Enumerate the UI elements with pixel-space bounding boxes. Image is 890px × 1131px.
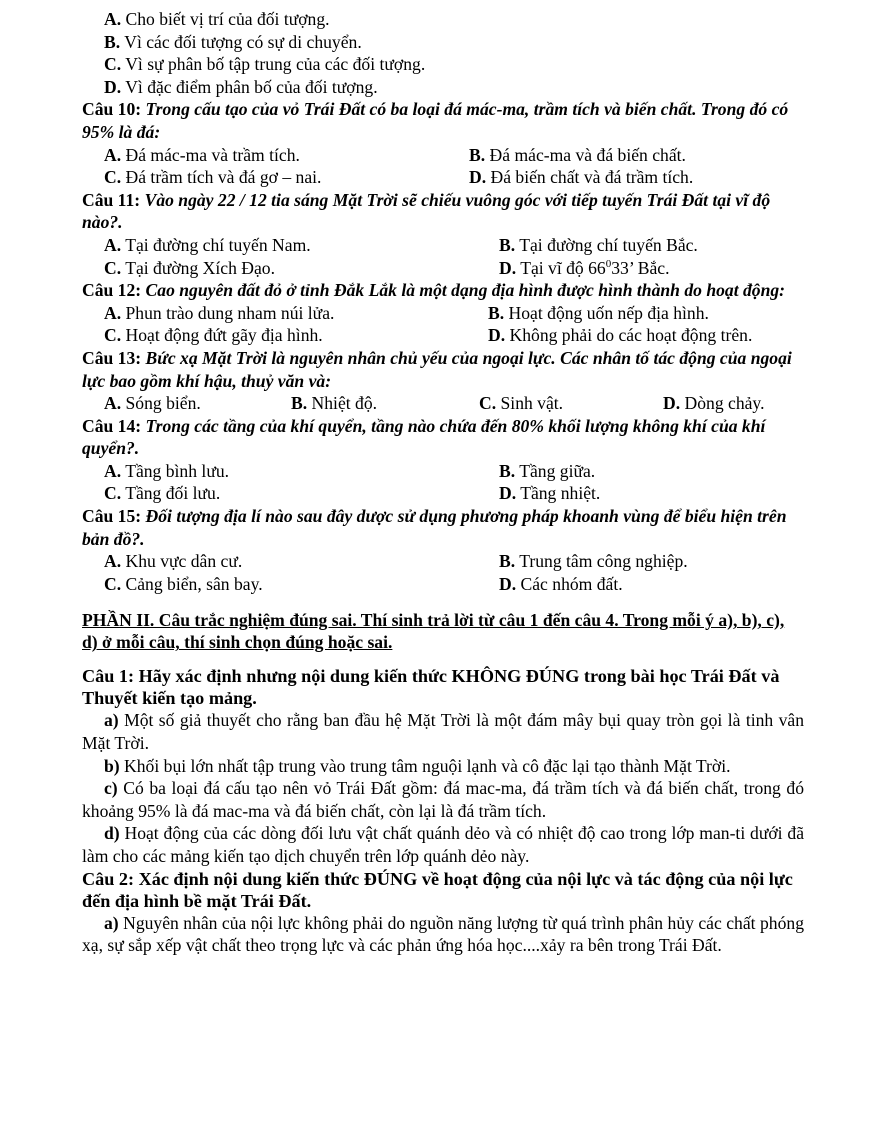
question-14: Câu 14: Trong các tầng của khí quyển, tầng nào chứa đến 80% khối lượng không khí của khí quyển?. bbox=[82, 415, 766, 459]
q10-option-b: B. Đá mác-ma và đá biến chất. bbox=[469, 144, 686, 165]
q11-options-row-1 bbox=[82, 234, 804, 257]
q14-option-a: A. Tầng bình lưu. bbox=[104, 460, 230, 481]
q12-option-c: C. Hoạt động đứt gãy địa hình. bbox=[104, 325, 323, 346]
tf1-item-d: d) Hoạt động của các dòng đối lưu vật chất quánh dẻo và có nhiệt độ cao trong lớp man-ti dưới đã làm cho các mảng kiến tạo dịch chuyển trên lớp quánh dẻo này. bbox=[82, 823, 804, 866]
q9-option-b: B. Vì các đối tượng có sự di chuyển. bbox=[104, 31, 362, 52]
q12-option-a: A. Phun trào dung nham núi lửa. bbox=[104, 302, 335, 323]
question-11: Câu 11: Vào ngày 22 / 12 tia sáng Mặt Trời sẽ chiếu vuông góc với tiếp tuyến Trái Đất tại vĩ độ nào?. bbox=[82, 189, 771, 233]
q15-options-row-1 bbox=[82, 550, 804, 573]
q10-option-a: A. Đá mác-ma và trầm tích. bbox=[104, 144, 300, 165]
q11-option-d: D. Tại vĩ độ $66^033$’ Bắc. bbox=[499, 257, 670, 278]
q12-option-d: D. Không phải do các hoạt động trên. bbox=[488, 325, 753, 346]
question-13: Câu 13: Bức xạ Mặt Trời là nguyên nhân chủ yếu của ngoại lực. Các nhân tố tác động của ngoại lực bao gồm khí hậu, thuỷ văn và: bbox=[82, 347, 792, 391]
q15-option-b: B. Trung tâm công nghiệp. bbox=[499, 551, 688, 572]
q15-option-d: D. Các nhóm đất. bbox=[499, 573, 623, 594]
tf1-item-a: a) Một số giả thuyết cho rằng ban đầu hệ Mặt Trời là một đám mây bụi quay tròn gọi là tinh vân Mặt Trời. bbox=[82, 710, 804, 754]
q13-option-c: C. Sinh vật. bbox=[479, 393, 564, 414]
tf1-item-b: b) Khối bụi lớn nhất tập trung vào trung tâm nguội lạnh và cô đặc lại tạo thành Mặt Trời. bbox=[104, 755, 731, 776]
q11-option-c: C. Tại đường Xích Đạo. bbox=[104, 257, 275, 278]
q10-options-row-2 bbox=[82, 166, 804, 189]
q12-options-row-1 bbox=[82, 302, 804, 325]
q13-option-d: D. Dòng chảy. bbox=[663, 393, 765, 414]
tf1-item-c: c) Có ba loại đá cấu tạo nên vỏ Trái Đất gồm: đá mac-ma, đá trầm tích và đá biến chất, trong đó khoảng 95% là đá mac-ma và đá biến chất, còn lại là đá trầm tích. bbox=[82, 778, 804, 821]
q10-option-d: D. Đá biến chất và đá trầm tích. bbox=[469, 167, 694, 188]
q13-option-a: A. Sóng biển. bbox=[104, 393, 201, 414]
tf2-item-a: a) Nguyên nhân của nội lực không phải do nguồn năng lượng từ quá trình phân hủy các chất phóng xạ, sự sắp xếp vật chất theo trọng lực và các phản ứng hóa học....xảy ra bên trong Trái Đất. bbox=[82, 912, 804, 956]
q15-option-c: C. Cảng biển, sân bay. bbox=[104, 573, 263, 594]
q12-option-b: B. Hoạt động uốn nếp địa hình. bbox=[488, 302, 709, 323]
q15-options-row-2 bbox=[82, 573, 804, 596]
tf-question-1: Câu 1: Hãy xác định nhưng nội dung kiến thức KHÔNG ĐÚNG trong bài học Trái Đất và Thuyết kiến tạo mảng. bbox=[82, 666, 780, 709]
tf-question-2: Câu 2: Xác định nội dung kiến thức ĐÚNG về hoạt động của nội lực và tác động của nội lực đến địa hình bề mặt Trái Đất. bbox=[82, 868, 793, 911]
q13-option-b: B. Nhiệt độ. bbox=[291, 393, 378, 414]
q9-option-d: D. Vì đặc điểm phân bố của đối tượng. bbox=[104, 76, 378, 97]
q9-option-c: C. Vì sự phân bố tập trung của các đối tượng. bbox=[104, 54, 426, 75]
q13-options-row bbox=[82, 392, 804, 415]
q11-option-a: A. Tại đường chí tuyến Nam. bbox=[104, 234, 311, 255]
q10-option-c: C. Đá trầm tích và đá gơ – nai. bbox=[104, 167, 322, 188]
question-12: Câu 12: Cao nguyên đất đỏ ở tỉnh Đắk Lắk là một dạng địa hình được hình thành do hoạt động: bbox=[82, 280, 786, 301]
q14-options-row-2 bbox=[82, 482, 804, 505]
question-15: Câu 15: Đối tượng địa lí nào sau đây dược sử dụng phương pháp khoanh vùng để biểu hiện trên bản đồ?. bbox=[82, 506, 787, 549]
q14-option-d: D. Tầng nhiệt. bbox=[499, 483, 601, 504]
q9-option-a: A. Cho biết vị trí của đối tượng. bbox=[104, 9, 330, 29]
q11-options-row-2 bbox=[82, 257, 804, 280]
q14-option-c: C. Tầng đối lưu. bbox=[104, 483, 221, 504]
q14-option-b: B. Tầng giữa. bbox=[499, 460, 596, 481]
q12-options-row-2 bbox=[82, 324, 804, 347]
q15-option-a: A. Khu vực dân cư. bbox=[104, 551, 243, 572]
part2-heading: PHẦN II. Câu trắc nghiệm đúng sai. Thí sinh trả lời từ câu 1 đến câu 4. Trong mỗi ý a), b), c), d) ở mỗi câu, thí sinh chọn đúng hoặc sai. bbox=[82, 610, 785, 653]
question-10: Câu 10: Trong cấu tạo của vỏ Trái Đất có ba loại đá mác-ma, trầm tích và biến chất. Trong đó có 95% là đá: bbox=[82, 99, 789, 142]
q14-options-row-1 bbox=[82, 460, 804, 483]
q10-options-row-1 bbox=[82, 144, 804, 167]
q11-option-b: B. Tại đường chí tuyến Bắc. bbox=[499, 234, 698, 255]
